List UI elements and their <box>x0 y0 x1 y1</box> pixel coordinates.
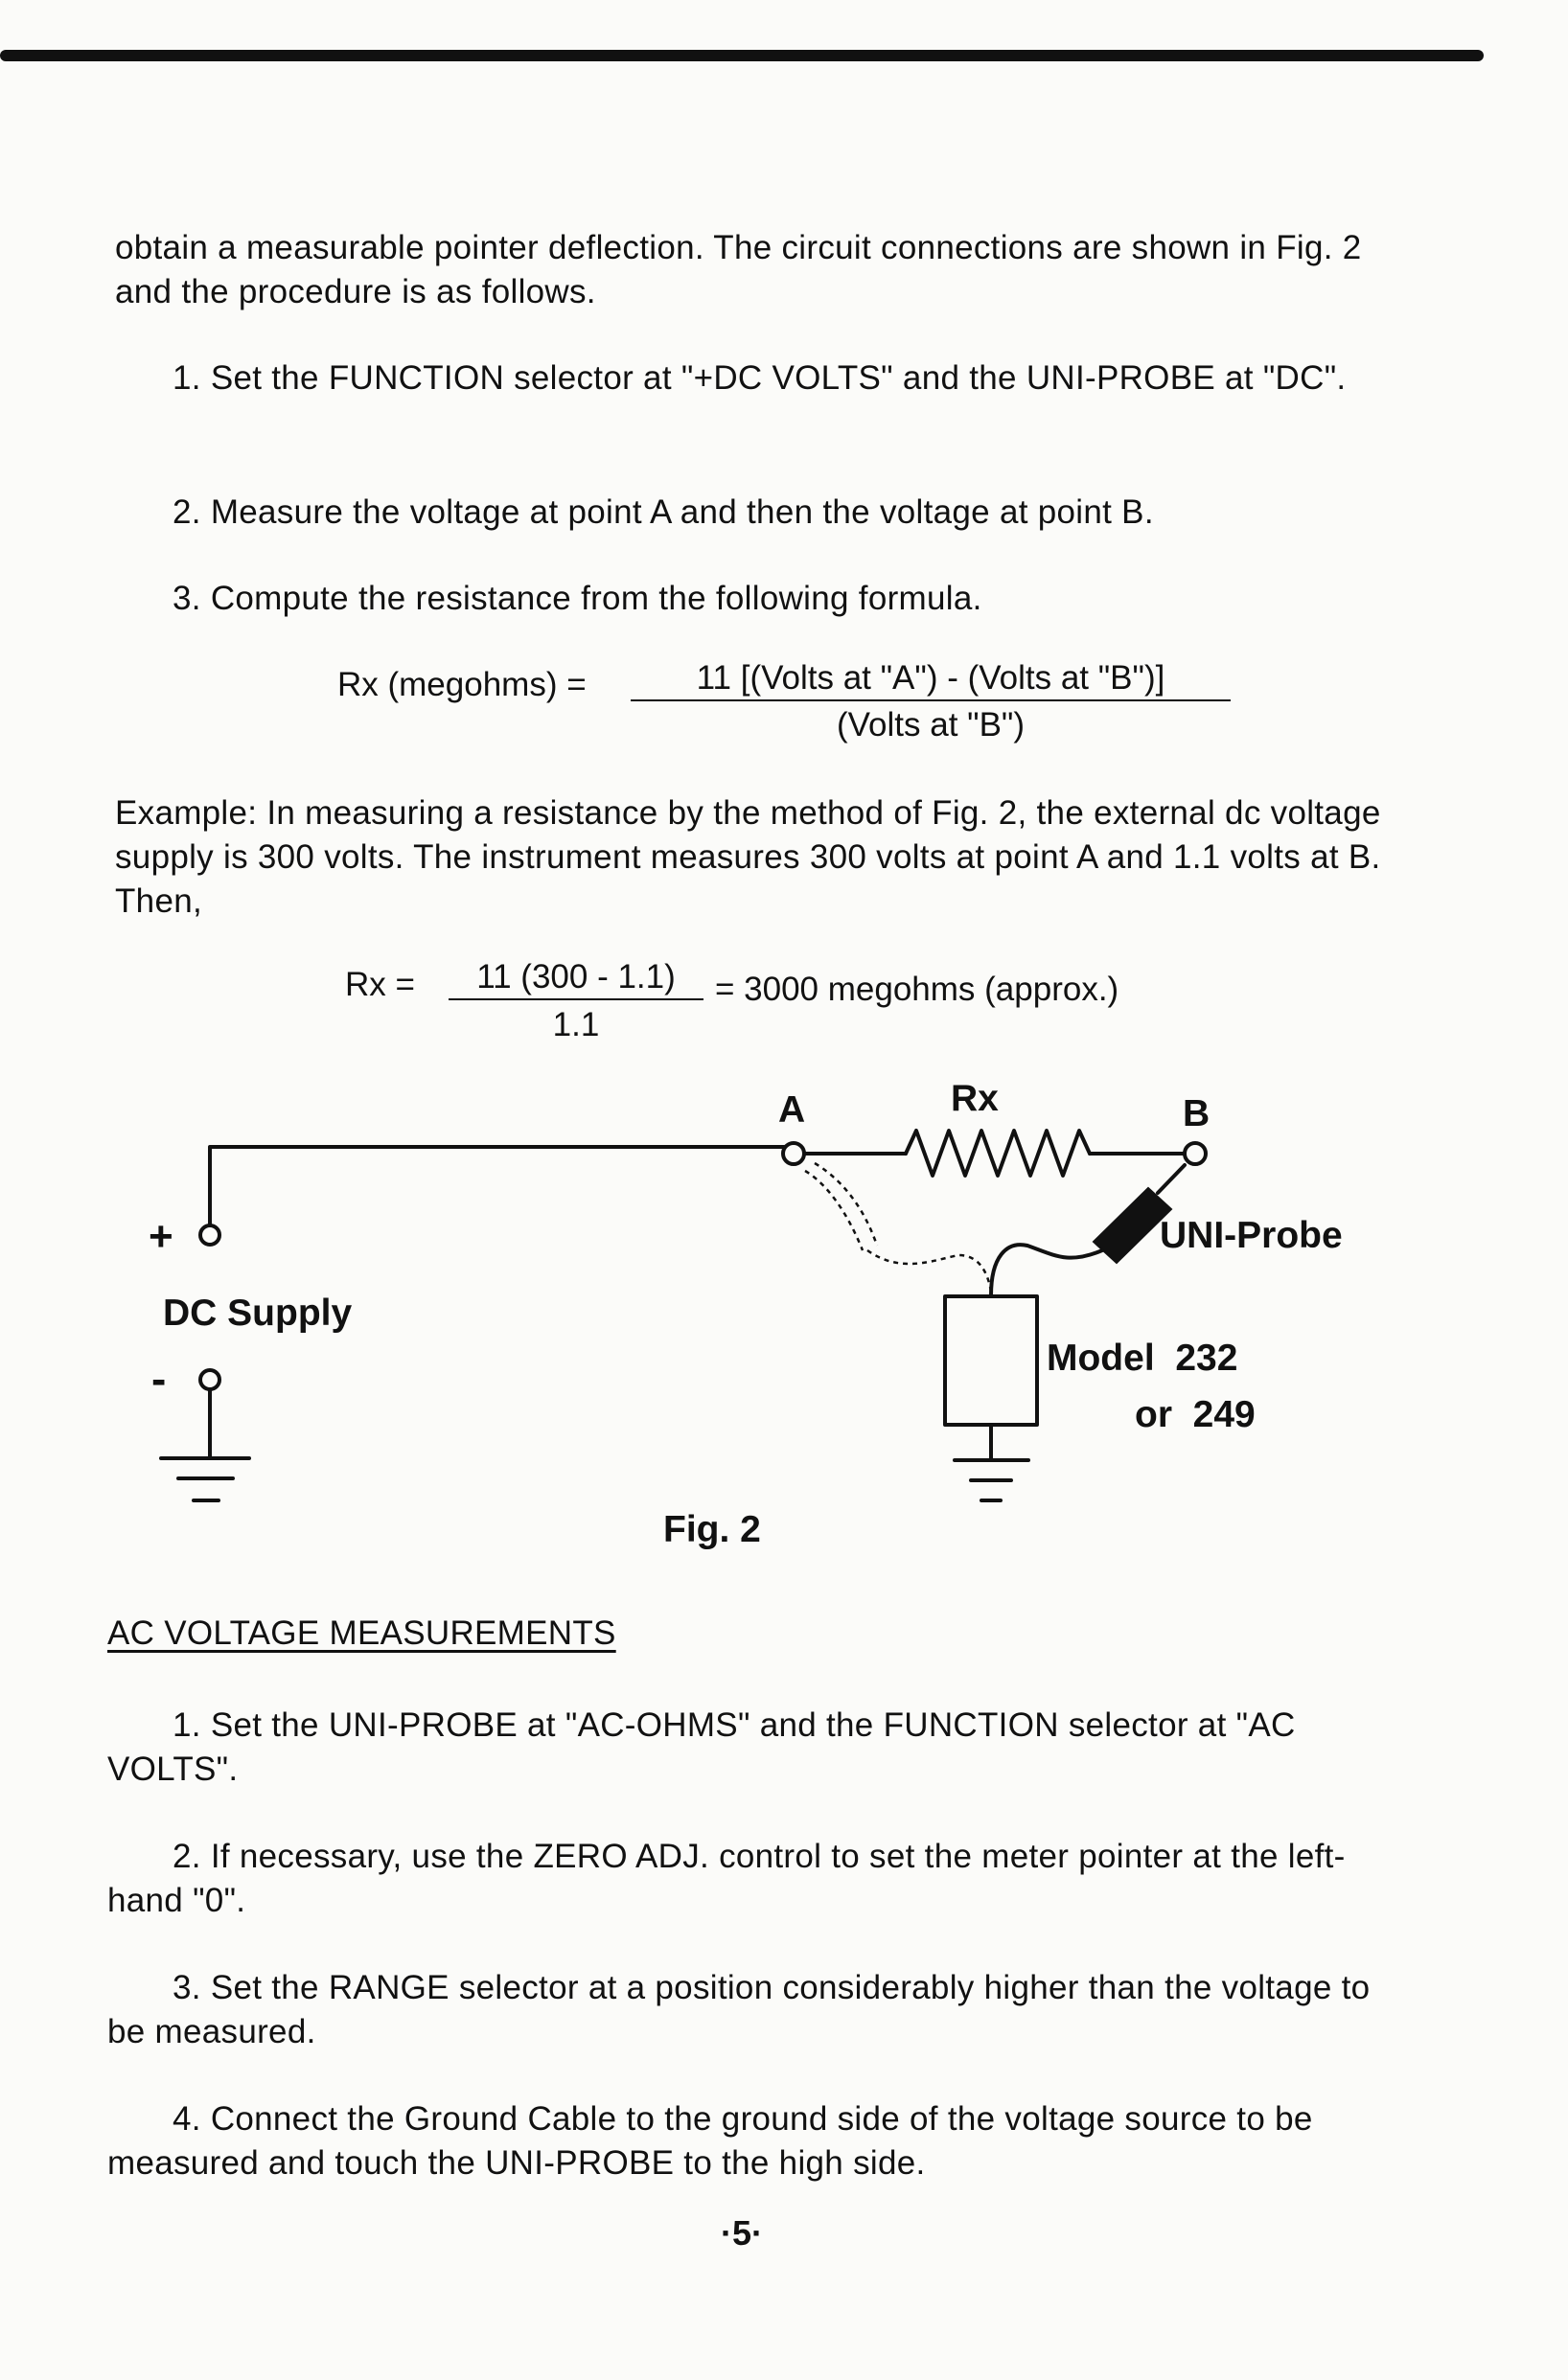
model-box <box>945 1296 1037 1425</box>
probe-cable <box>991 1245 1102 1295</box>
ac-step-1: 1. Set the UNI-PROBE at "AC-OHMS" and the FUNCTION selector at "AC VOLTS". <box>107 1706 1296 1788</box>
probe-tip <box>1158 1165 1185 1193</box>
label-rx: Rx <box>951 1078 999 1119</box>
label-model-line1: Model 232 <box>1047 1338 1238 1379</box>
formula1-lhs: Rx (megohms) = <box>337 666 587 703</box>
resistor-rx <box>906 1131 1090 1176</box>
formula2-denominator: 1.1 <box>552 1006 600 1043</box>
label-minus: - <box>151 1354 167 1404</box>
node-b <box>1185 1143 1206 1164</box>
formula2-lhs: Rx = <box>345 966 415 1003</box>
page-number: ·5· <box>721 2213 763 2253</box>
ac-heading: AC VOLTAGE MEASUREMENTS <box>107 1614 616 1652</box>
label-b: B <box>1183 1093 1211 1134</box>
example-paragraph: Example: In measuring a resistance by the method of Fig. 2, the external dc voltage supply is 300 volts. The instrument measures 300 volts at point A and 1.1 volts at B. Then, <box>115 794 1381 920</box>
node-a <box>783 1143 804 1164</box>
label-model-line2: or 249 <box>1135 1394 1256 1435</box>
ac-step-3: 3. Set the RANGE selector at a position considerably higher than the voltage to be measured. <box>107 1969 1371 2050</box>
intro-paragraph: obtain a measurable pointer deflection. The circuit connections are shown in Fig. 2 and the procedure is as follows. <box>115 229 1362 310</box>
label-dc-supply: DC Supply <box>163 1293 353 1334</box>
formula1-numerator: 11 [(Volts at "A") - (Volts at "B")] <box>631 659 1231 701</box>
formula2-numerator: 11 (300 - 1.1) <box>449 958 703 1000</box>
supply-wire <box>210 1147 784 1224</box>
figure-caption: Fig. 2 <box>663 1509 761 1550</box>
dc-step-2: 2. Measure the voltage at point A and then the voltage at point B. <box>173 493 1154 531</box>
formula1-denominator: (Volts at "B") <box>836 706 1026 744</box>
label-uni-probe: UNI-Probe <box>1160 1215 1343 1256</box>
dc-step-3: 3. Compute the resistance from the following formula. <box>173 580 982 617</box>
ac-step-4: 4. Connect the Ground Cable to the ground side of the voltage source to be measured and touch the UNI-PROBE to the high side. <box>107 2100 1313 2182</box>
formula2-rhs: = 3000 megohms (approx.) <box>715 971 1119 1008</box>
label-a: A <box>778 1089 806 1131</box>
label-plus: + <box>149 1213 173 1260</box>
ac-step-2: 2. If necessary, use the ZERO ADJ. control to set the meter pointer at the left-hand "0". <box>107 1838 1346 1919</box>
minus-terminal <box>200 1370 219 1389</box>
plus-terminal <box>200 1225 219 1245</box>
dc-step-1: 1. Set the FUNCTION selector at "+DC VOLTS" and the UNI-PROBE at "DC". <box>173 359 1347 397</box>
